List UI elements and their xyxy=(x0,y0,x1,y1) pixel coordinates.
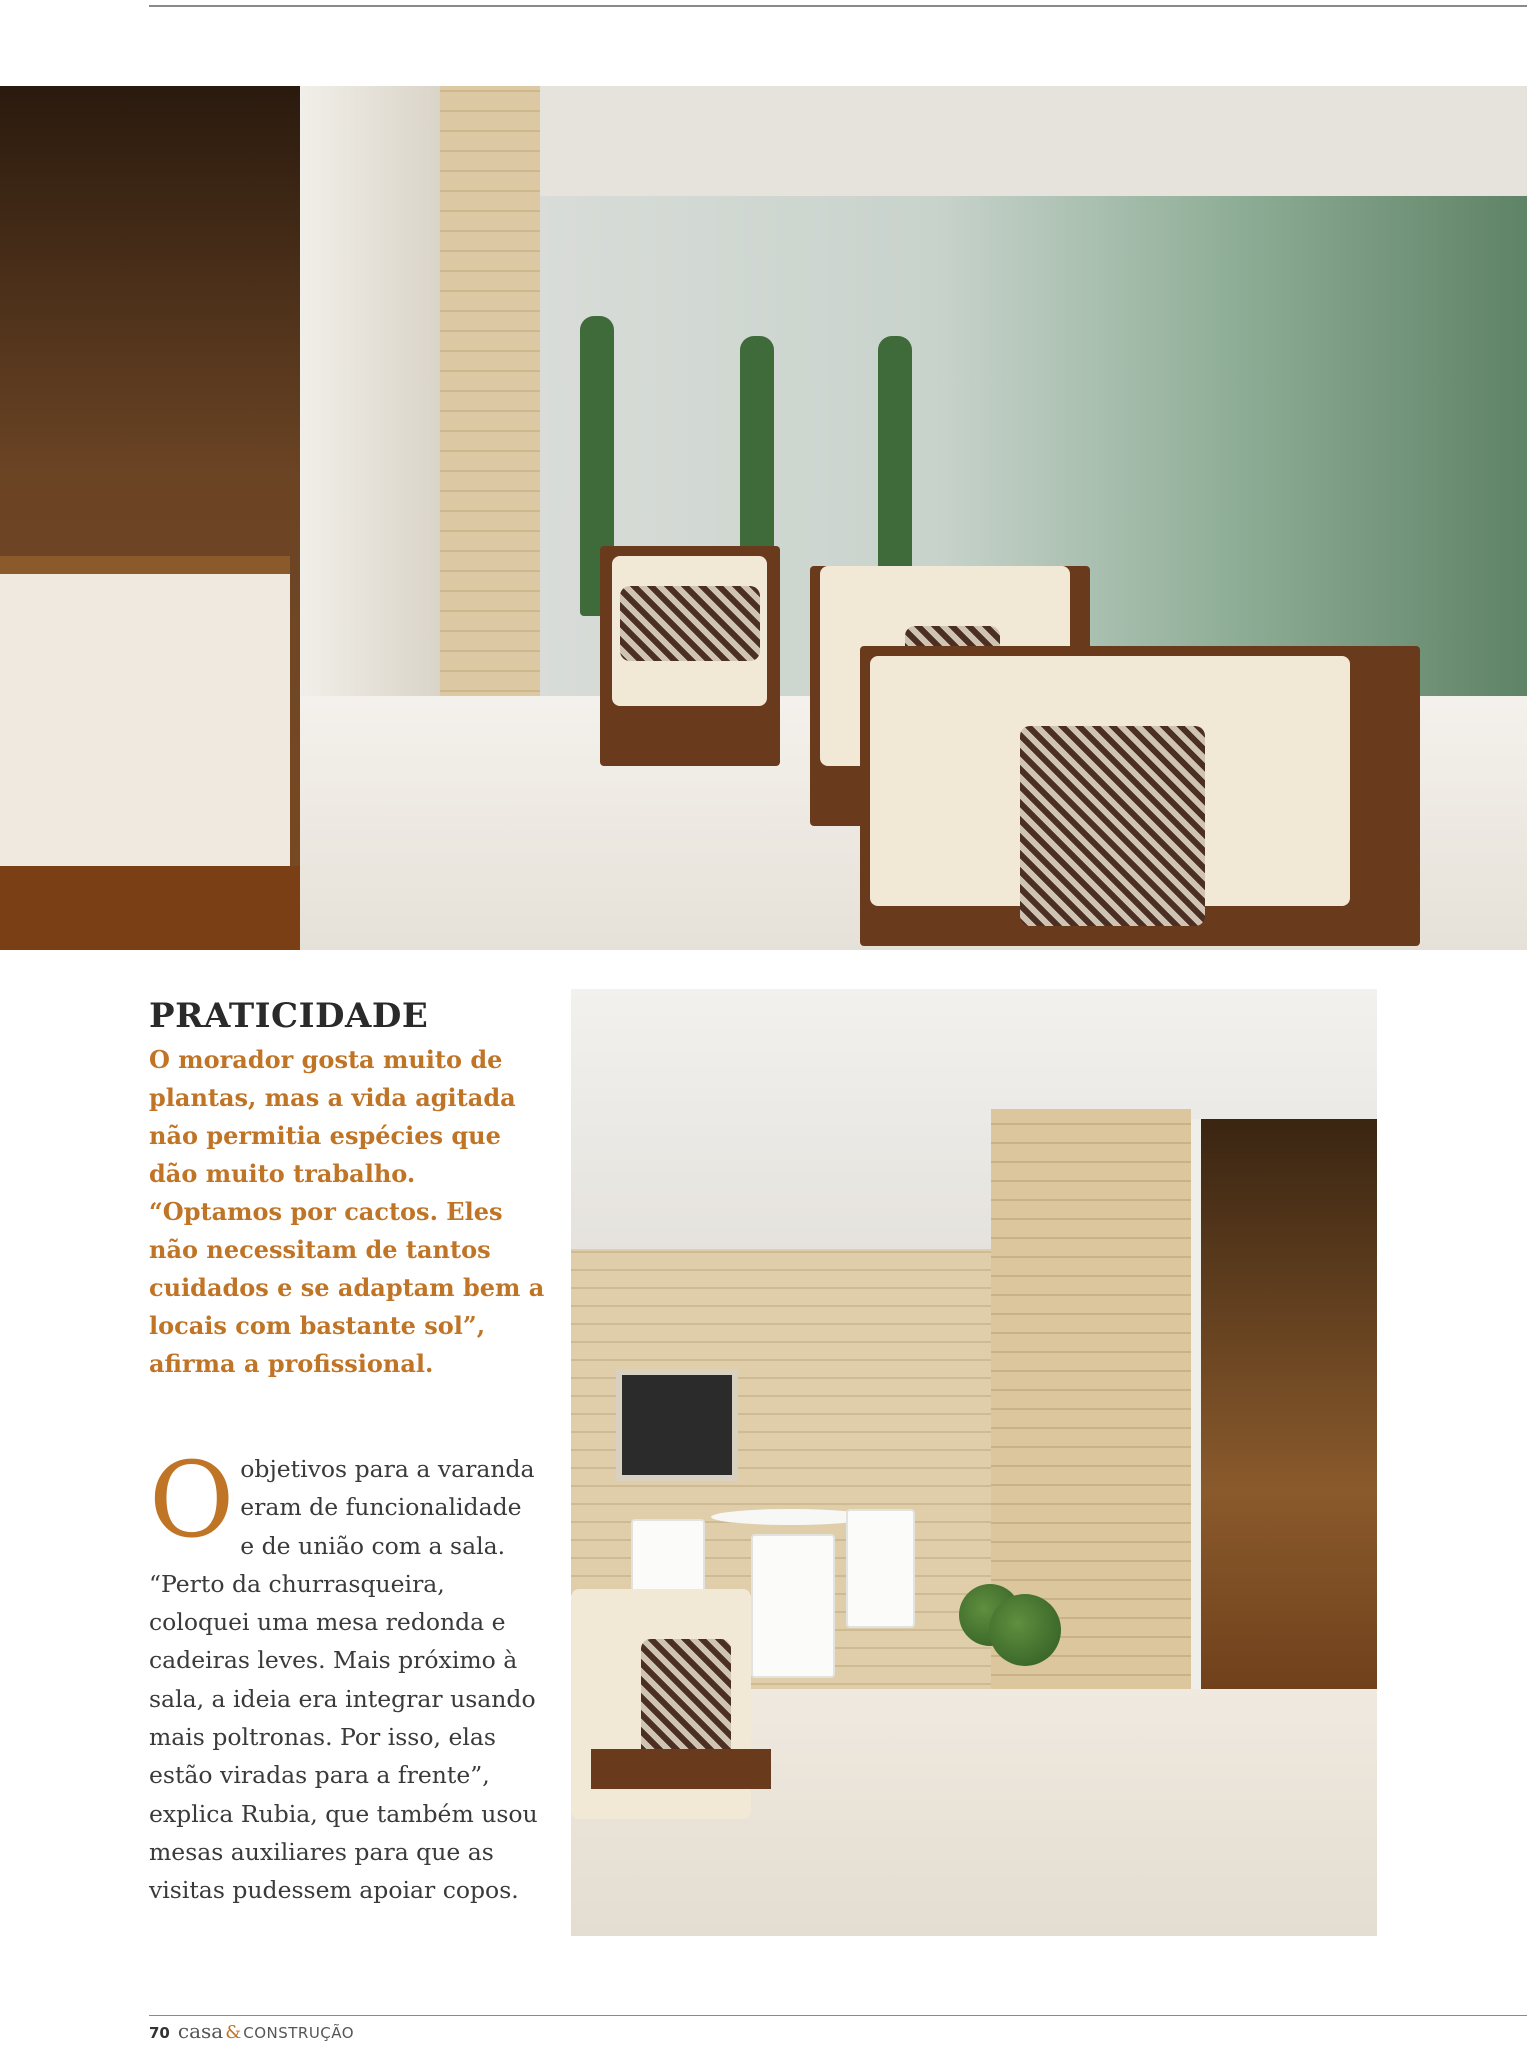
footer-rule xyxy=(149,2015,1527,2016)
magazine-brand-casa: casa xyxy=(177,2019,224,2043)
topiary-plant xyxy=(989,1594,1061,1666)
top-rule xyxy=(149,5,1527,7)
pillow xyxy=(620,586,760,661)
balcony-photo xyxy=(0,86,1527,950)
pillow xyxy=(1020,726,1205,926)
wood-floor xyxy=(0,866,300,950)
pull-quote: O morador gosta muito de plantas, mas a vida agitada não permitia espécies que dão muito trabalho. “Optamos por cactos. Eles não necessitam de tantos cuidados e se adaptam bem a locais com bastante sol”, afirma a profissional. xyxy=(149,1045,545,1378)
magazine-brand-ampersand: & xyxy=(225,2022,242,2043)
wooden-armchair xyxy=(591,1749,771,1789)
page-number: 70 xyxy=(149,2024,170,2042)
barbecue-grill xyxy=(616,1369,738,1481)
body-paragraph: objetivos para a varanda eram de funcionalidade e de união com a sala. “Perto da churrasqueira, coloquei uma mesa redonda e cadeiras leves. Mais próximo à sala, a ideia era integrar usando mais poltronas. Por isso, elas estão viradas para a frente”, explica Rubia, que também usou mesas auxiliares para que as visitas pudessem apoiar copos. xyxy=(149,1455,538,1905)
brick-wall-right xyxy=(991,1109,1191,1769)
wooden-shelf xyxy=(0,556,290,884)
section-heading: PRATICIDADE xyxy=(149,996,429,1036)
drop-cap: O xyxy=(149,1439,235,1561)
white-chair xyxy=(751,1534,835,1678)
magazine-brand-construcao: CONSTRUÇÃO xyxy=(243,2024,355,2042)
white-chair xyxy=(846,1509,915,1628)
balcony-ceiling xyxy=(540,86,1527,196)
living-room-doorway xyxy=(1191,1119,1377,1739)
barbecue-area-photo xyxy=(571,989,1377,1936)
page-footer xyxy=(149,2019,354,2045)
body-text xyxy=(149,1439,539,1910)
